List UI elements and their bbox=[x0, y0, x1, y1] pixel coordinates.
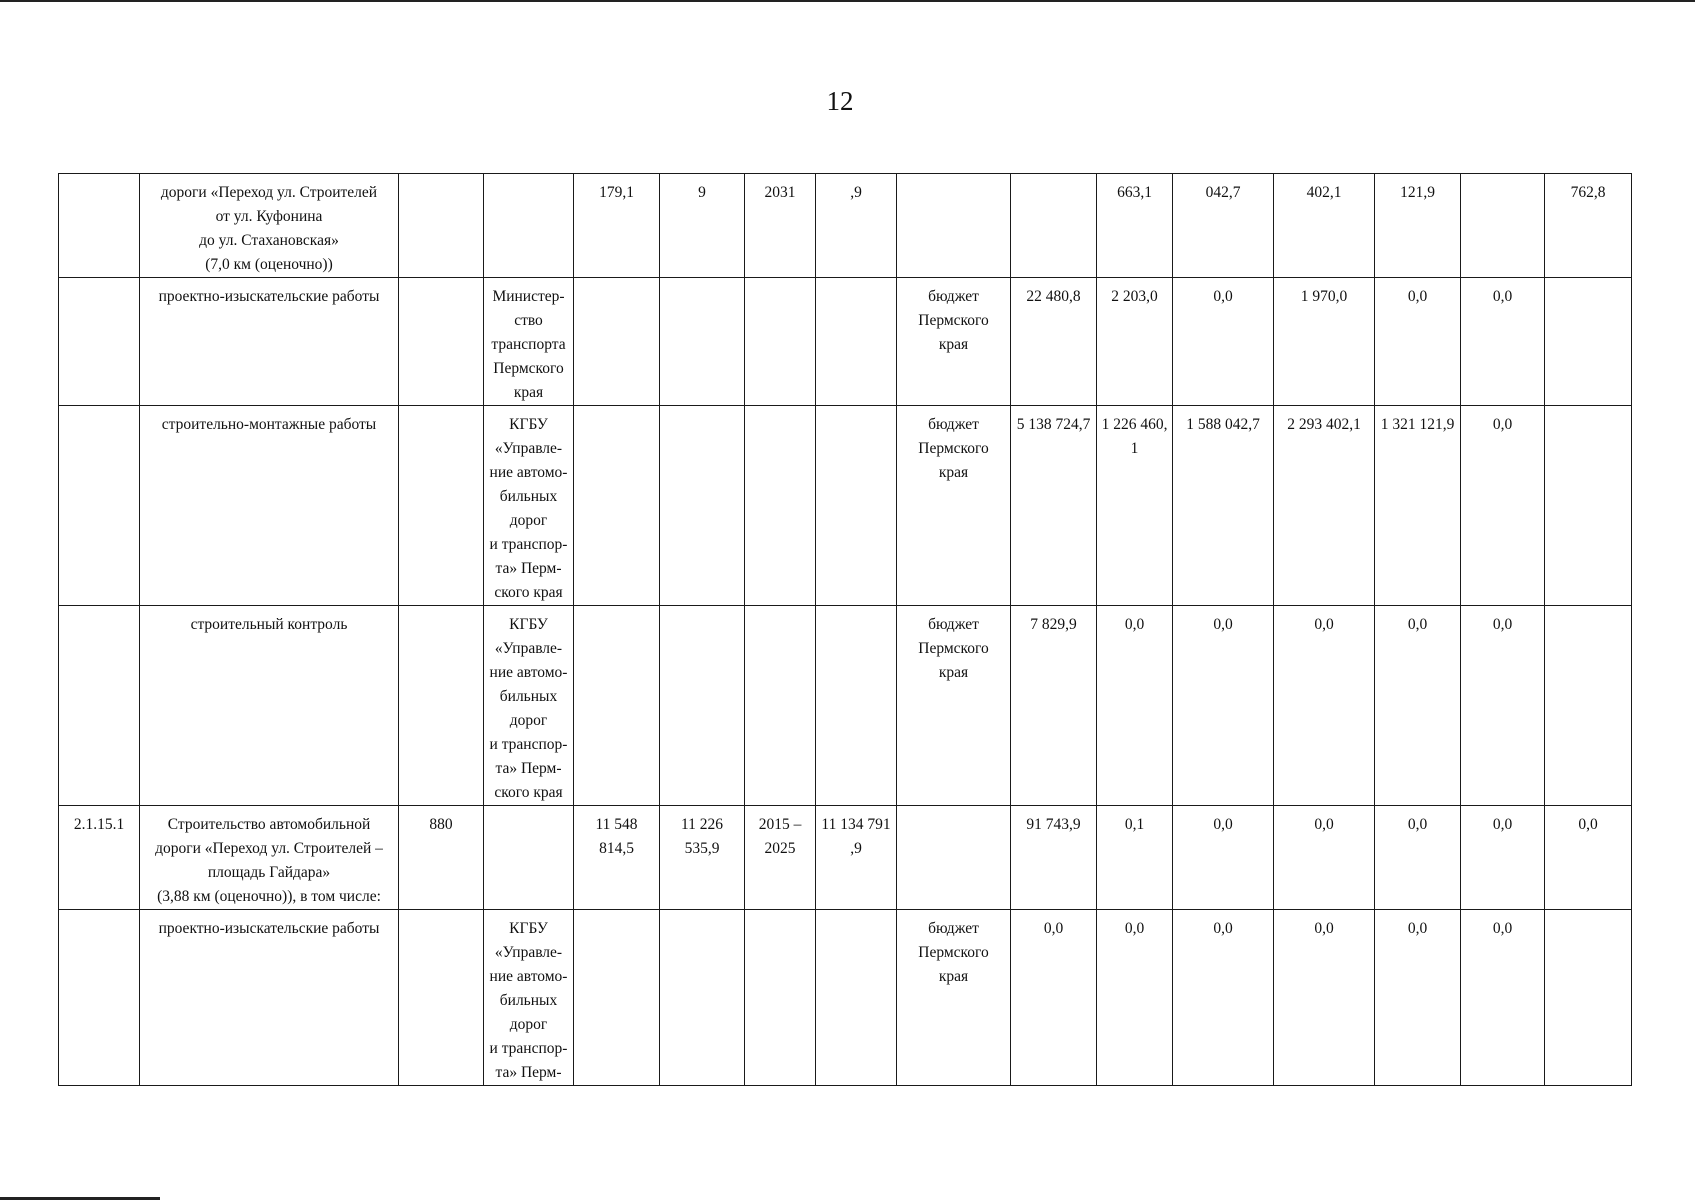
row-col6-cell bbox=[660, 278, 745, 406]
row-col8-cell: ,9 bbox=[816, 174, 897, 278]
row-value1-cell bbox=[1011, 174, 1097, 278]
row-value4-cell: 402,1 bbox=[1274, 174, 1375, 278]
row-source-cell: бюджет Пермского края bbox=[897, 406, 1011, 606]
row-value3-cell: 0,0 bbox=[1173, 606, 1274, 806]
row-col5-cell: 11 548 814,5 bbox=[574, 806, 660, 910]
row-value3-cell: 042,7 bbox=[1173, 174, 1274, 278]
row-value2-cell: 1 226 460, 1 bbox=[1097, 406, 1173, 606]
row-executor-cell: Министер- ство транспорта Пермского края bbox=[484, 278, 574, 406]
row-value7-cell bbox=[1545, 278, 1632, 406]
row-value5-cell: 121,9 bbox=[1375, 174, 1461, 278]
row-col5-cell bbox=[574, 278, 660, 406]
row-value7-cell bbox=[1545, 606, 1632, 806]
budget-table bbox=[58, 173, 1632, 1086]
table-row bbox=[59, 174, 1632, 278]
row-value7-cell: 762,8 bbox=[1545, 174, 1632, 278]
row-col5-cell bbox=[574, 406, 660, 606]
table-row bbox=[59, 910, 1632, 1086]
row-value5-cell: 0,0 bbox=[1375, 806, 1461, 910]
row-value7-cell bbox=[1545, 406, 1632, 606]
row-value6-cell: 0,0 bbox=[1461, 806, 1545, 910]
row-value1-cell: 0,0 bbox=[1011, 910, 1097, 1086]
row-value3-cell: 0,0 bbox=[1173, 910, 1274, 1086]
row-col6-cell bbox=[660, 406, 745, 606]
row-col8-cell bbox=[816, 278, 897, 406]
row-col8-cell bbox=[816, 406, 897, 606]
row-period-cell: 2015 – 2025 bbox=[745, 806, 816, 910]
row-value4-cell: 0,0 bbox=[1274, 606, 1375, 806]
row-value1-cell: 7 829,9 bbox=[1011, 606, 1097, 806]
scan-edge-top bbox=[0, 0, 1695, 2]
row-value6-cell: 0,0 bbox=[1461, 406, 1545, 606]
row-executor-cell: КГБУ «Управле- ние автомо- бильных дорог и транспор- та» Перм- ского края bbox=[484, 606, 574, 806]
row-col6-cell: 9 bbox=[660, 174, 745, 278]
row-value4-cell: 1 970,0 bbox=[1274, 278, 1375, 406]
row-value3-cell: 1 588 042,7 bbox=[1173, 406, 1274, 606]
row-col8-cell bbox=[816, 910, 897, 1086]
row-value4-cell: 0,0 bbox=[1274, 806, 1375, 910]
row-value4-cell: 0,0 bbox=[1274, 910, 1375, 1086]
table-row bbox=[59, 406, 1632, 606]
row-source-cell: бюджет Пермского края bbox=[897, 278, 1011, 406]
row-code-cell bbox=[59, 910, 140, 1086]
row-code-cell: 2.1.15.1 bbox=[59, 806, 140, 910]
row-value6-cell: 0,0 bbox=[1461, 606, 1545, 806]
row-col3-cell bbox=[399, 278, 484, 406]
row-value7-cell bbox=[1545, 910, 1632, 1086]
page-number: 12 bbox=[826, 86, 854, 116]
row-col6-cell bbox=[660, 910, 745, 1086]
row-col3-cell bbox=[399, 174, 484, 278]
row-code-cell bbox=[59, 174, 140, 278]
row-col3-cell: 880 bbox=[399, 806, 484, 910]
row-col6-cell: 11 226 535,9 bbox=[660, 806, 745, 910]
row-code-cell bbox=[59, 278, 140, 406]
table-row bbox=[59, 278, 1632, 406]
row-executor-cell bbox=[484, 174, 574, 278]
row-period-cell bbox=[745, 910, 816, 1086]
row-source-cell: бюджет Пермского края bbox=[897, 910, 1011, 1086]
row-value1-cell: 91 743,9 bbox=[1011, 806, 1097, 910]
row-source-cell bbox=[897, 806, 1011, 910]
row-value2-cell: 0,0 bbox=[1097, 910, 1173, 1086]
row-value2-cell: 0,0 bbox=[1097, 606, 1173, 806]
row-code-cell bbox=[59, 606, 140, 806]
row-col3-cell bbox=[399, 406, 484, 606]
row-period-cell bbox=[745, 606, 816, 806]
row-value1-cell: 5 138 724,7 bbox=[1011, 406, 1097, 606]
row-name-cell: строительно-монтажные работы bbox=[140, 406, 399, 606]
row-col8-cell bbox=[816, 606, 897, 806]
table-row bbox=[59, 606, 1632, 806]
row-col8-cell: 11 134 791 ,9 bbox=[816, 806, 897, 910]
row-source-cell: бюджет Пермского края bbox=[897, 606, 1011, 806]
row-value6-cell: 0,0 bbox=[1461, 278, 1545, 406]
row-period-cell bbox=[745, 278, 816, 406]
row-period-cell: 2031 bbox=[745, 174, 816, 278]
row-value5-cell: 0,0 bbox=[1375, 910, 1461, 1086]
row-col3-cell bbox=[399, 910, 484, 1086]
row-col5-cell bbox=[574, 910, 660, 1086]
row-value5-cell: 1 321 121,9 bbox=[1375, 406, 1461, 606]
row-col6-cell bbox=[660, 606, 745, 806]
row-value2-cell: 663,1 bbox=[1097, 174, 1173, 278]
row-value3-cell: 0,0 bbox=[1173, 278, 1274, 406]
row-value2-cell: 2 203,0 bbox=[1097, 278, 1173, 406]
row-value4-cell: 2 293 402,1 bbox=[1274, 406, 1375, 606]
row-name-cell: проектно-изыскательские работы bbox=[140, 278, 399, 406]
row-value5-cell: 0,0 bbox=[1375, 606, 1461, 806]
row-value1-cell: 22 480,8 bbox=[1011, 278, 1097, 406]
row-executor-cell: КГБУ «Управле- ние автомо- бильных дорог и транспор- та» Перм- ского края bbox=[484, 406, 574, 606]
row-name-cell: дороги «Переход ул. Строителей от ул. Куфонина до ул. Стахановская» (7,0 км (оценочно)) bbox=[140, 174, 399, 278]
row-value6-cell bbox=[1461, 174, 1545, 278]
row-period-cell bbox=[745, 406, 816, 606]
row-source-cell bbox=[897, 174, 1011, 278]
row-name-cell: проектно-изыскательские работы bbox=[140, 910, 399, 1086]
row-value5-cell: 0,0 bbox=[1375, 278, 1461, 406]
row-code-cell bbox=[59, 406, 140, 606]
table-row bbox=[59, 806, 1632, 910]
row-value6-cell: 0,0 bbox=[1461, 910, 1545, 1086]
row-value3-cell: 0,0 bbox=[1173, 806, 1274, 910]
row-name-cell: Строительство автомобильной дороги «Переход ул. Строителей – площадь Гайдара» (3,88 км (оценочно)), в том числе: bbox=[140, 806, 399, 910]
row-name-cell: строительный контроль bbox=[140, 606, 399, 806]
row-value7-cell: 0,0 bbox=[1545, 806, 1632, 910]
row-value2-cell: 0,1 bbox=[1097, 806, 1173, 910]
row-col5-cell bbox=[574, 606, 660, 806]
table-body bbox=[59, 174, 1632, 1086]
row-col3-cell bbox=[399, 606, 484, 806]
row-col5-cell: 179,1 bbox=[574, 174, 660, 278]
row-executor-cell bbox=[484, 806, 574, 910]
row-executor-cell: КГБУ «Управле- ние автомо- бильных дорог и транспор- та» Перм- bbox=[484, 910, 574, 1086]
